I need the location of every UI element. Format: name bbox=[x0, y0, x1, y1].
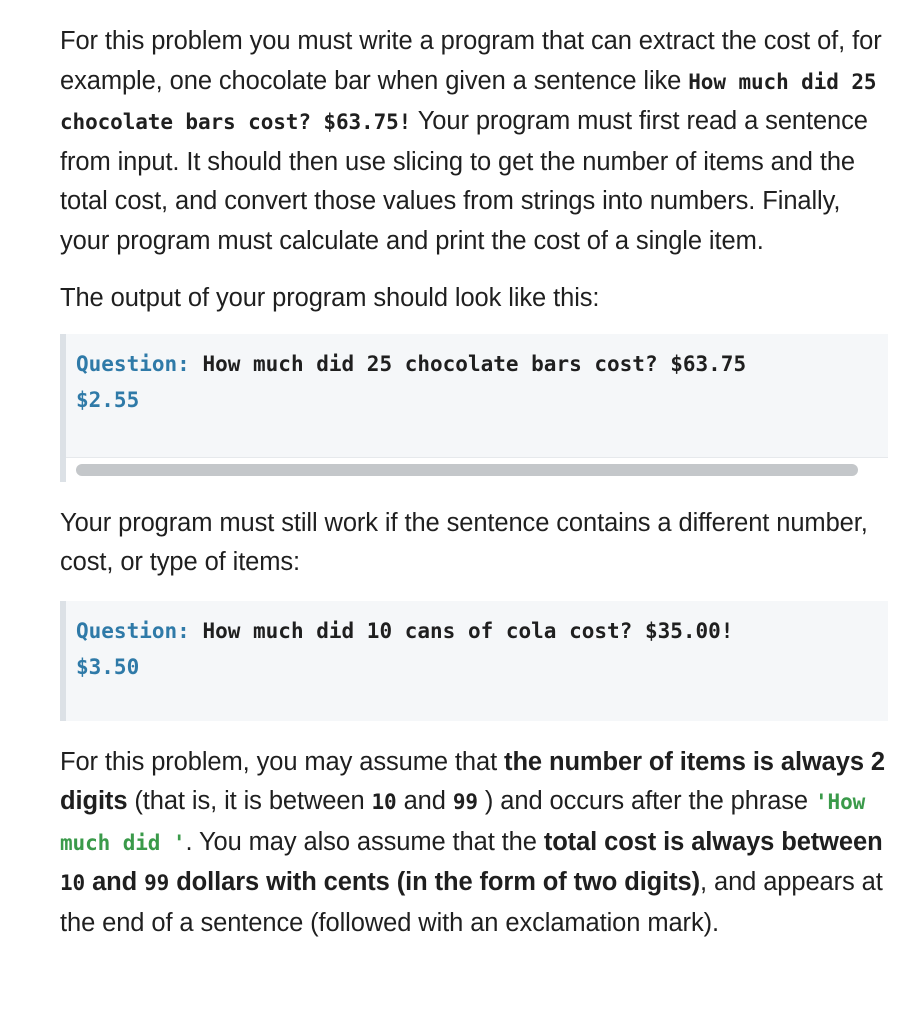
output-intro-paragraph: The output of your program should look like this: bbox=[60, 284, 600, 312]
assumptions-text-6: , and appears at the end of a sentence (followed with an exclamation mark). bbox=[60, 868, 883, 937]
cost-bold-text-3: dollars with cents (in the form of two digits) bbox=[169, 868, 701, 896]
assumptions-text-2: (that is, it is between bbox=[127, 787, 372, 815]
horizontal-scrollbar[interactable] bbox=[66, 457, 888, 482]
assumptions-paragraph bbox=[60, 743, 888, 944]
example-1-output-line: $2.55 bbox=[76, 387, 140, 412]
intro-paragraph bbox=[60, 22, 888, 261]
example-sentence-code: How much did 25 chocolate bars cost? $63.75! bbox=[60, 69, 877, 134]
example-2-output-line: $3.50 bbox=[76, 654, 140, 679]
code-99-a: 99 bbox=[452, 790, 478, 814]
intro-text-2: Your program must first read a sentence from input. It should then use slicing to get the number of items and the total cost, and convert those values from strings into numbers. Finally, your program must calculate and print the cost of a single item. bbox=[60, 107, 868, 255]
code-10-b: 10 bbox=[60, 871, 86, 895]
assumptions-text-4: ) and occurs after the phrase bbox=[477, 787, 816, 815]
phrase-code: 'How much did ' bbox=[60, 790, 866, 855]
example-1-input-line bbox=[76, 346, 888, 382]
code-99-b: 99 bbox=[144, 871, 170, 895]
example-1-prompt: Question: bbox=[76, 351, 190, 376]
variation-paragraph: Your program must still work if the sentence contains a different number, cost, or type of items: bbox=[60, 508, 868, 576]
example-2-input: How much did 10 cans of cola cost? $35.00! bbox=[189, 618, 734, 643]
assumption-digits-bold: the number of items is always 2 digits bbox=[60, 747, 885, 815]
scrollbar-thumb[interactable] bbox=[76, 464, 858, 476]
example-output-block-1 bbox=[60, 334, 888, 482]
intro-text-1: For this problem you must write a program that can extract the cost of, for example, one chocolate bar when given a sentence like bbox=[60, 27, 882, 95]
assumptions-text-1: For this problem, you may assume that bbox=[60, 747, 505, 776]
problem-description bbox=[60, 22, 888, 943]
cost-bold-text-1: total cost is always between bbox=[543, 827, 883, 856]
code-10-a: 10 bbox=[371, 790, 397, 814]
example-output-block-2 bbox=[60, 601, 888, 721]
example-2-prompt: Question: bbox=[76, 618, 190, 643]
cost-bold-text-2: and bbox=[85, 868, 145, 896]
assumptions-text-5: . You may also assume that the bbox=[185, 827, 544, 856]
assumptions-text-3: and bbox=[396, 787, 453, 815]
example-2-input-line bbox=[76, 613, 888, 649]
example-1-input: How much did 25 chocolate bars cost? $63.75 bbox=[189, 351, 747, 376]
